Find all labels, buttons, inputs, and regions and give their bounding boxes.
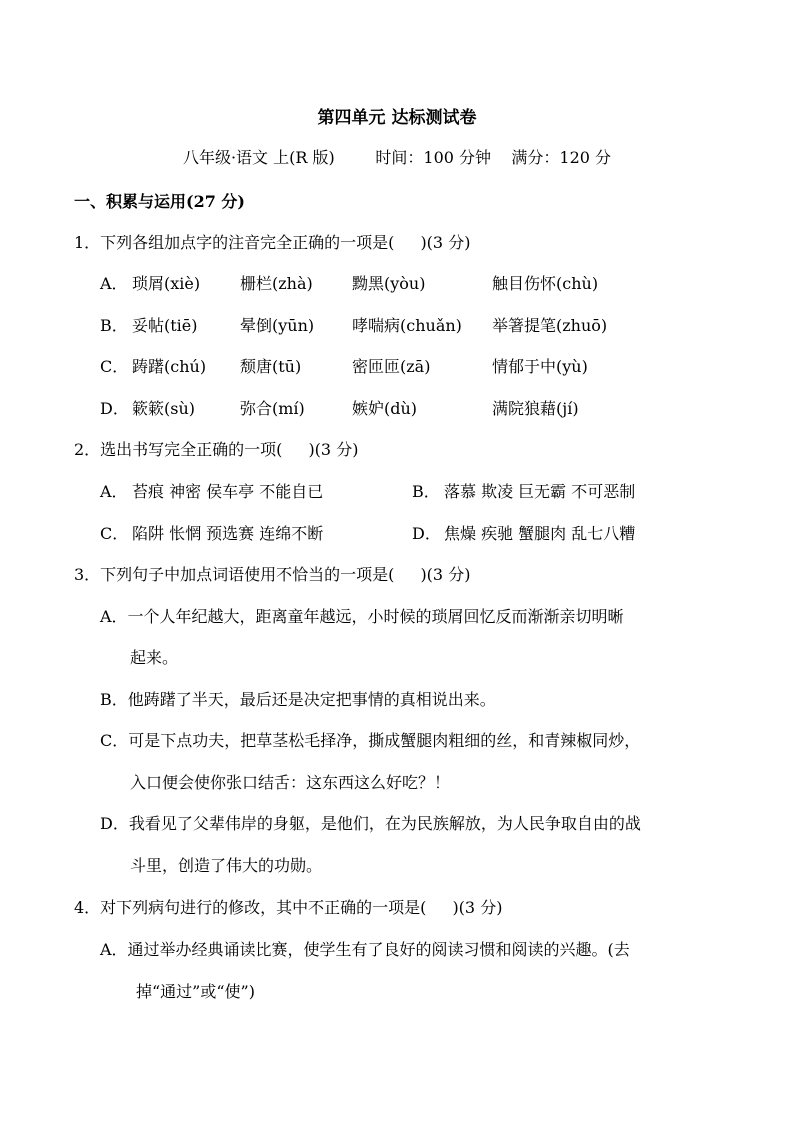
option-label: B． — [100, 316, 128, 335]
option-item: 颓唐(tū) — [240, 357, 302, 376]
question-3-option-d-line-2: 斗里，创造了伟大的功勋。 — [130, 856, 323, 875]
question-3-option-a-line-2: 起来。 — [130, 648, 179, 667]
option-text: 苔痕 神密 侯车亭 不能自已 — [132, 482, 324, 501]
option-item: 簌簌(sù) — [132, 399, 196, 418]
option-item: 密匝匝(zā) — [352, 357, 431, 376]
question-4-option-a-line-1: A．通过举办经典诵读比赛，使学生有了良好的阅读习惯和阅读的兴趣。(去 — [100, 940, 630, 959]
section-heading: 一、积累与运用(27 分) — [74, 192, 245, 211]
question-3-stem — [74, 565, 470, 585]
option-item: 哮喘病(chuǎn) — [352, 316, 462, 335]
option-item: 满院狼藉(jí) — [492, 399, 579, 418]
question-4-stem-text: 4．对下列病句进行的修改，其中不正确的一项是( — [74, 898, 427, 917]
option-item: 弥合(mí) — [240, 399, 305, 418]
option-item: 妥帖(tiē) — [132, 316, 198, 335]
question-1-option-d — [100, 399, 740, 419]
question-3-option-b: B．他踌躇了半天，最后还是决定把事情的真相说出来。 — [100, 690, 496, 709]
option-text: 落慕 欺凌 巨无霸 不可恶制 — [444, 482, 636, 501]
option-label: C． — [100, 524, 129, 543]
option-label: D． — [412, 524, 441, 543]
option-label: A． — [100, 274, 128, 293]
option-text: 陷阱 怅惘 预选赛 连绵不断 — [132, 524, 324, 543]
question-1-score: )(3 分) — [420, 233, 471, 252]
question-2-row-ab — [100, 482, 740, 502]
exam-title: 第四单元 达标测试卷 — [317, 108, 477, 128]
option-item: 举箸提笔(zhuō) — [492, 316, 608, 335]
option-item: 晕倒(yūn) — [240, 316, 315, 335]
option-text: 焦燥 疾驰 蟹腿肉 乱七八糟 — [444, 524, 636, 543]
question-2-score: )(3 分) — [308, 440, 359, 459]
question-1-option-a — [100, 274, 740, 294]
question-1-option-b — [100, 316, 740, 336]
option-item: 琐屑(xiè) — [132, 274, 201, 293]
question-3-stem-text: 3．下列句子中加点词语使用不恰当的一项是( — [74, 565, 395, 584]
question-1-option-c — [100, 357, 740, 377]
question-4-stem — [74, 898, 502, 918]
option-label: B． — [412, 482, 440, 501]
question-4-option-a-line-2: 掉“通过”或“使”) — [136, 982, 255, 1001]
option-item: 情郁于中(yù) — [492, 357, 588, 376]
question-4-score: )(3 分) — [452, 898, 503, 917]
option-item: 踌躇(chú) — [132, 357, 207, 376]
question-3-option-c-line-2: 入口便会使你张口结舌：这东西这么好吃？！ — [130, 773, 451, 792]
option-label: A． — [100, 482, 128, 501]
question-3-option-d-line-1: D．我看见了父辈伟岸的身躯，是他们，在为民族解放，为人民争取自由的战 — [100, 814, 641, 833]
option-item: 黝黑(yòu) — [352, 274, 426, 293]
question-3-option-c-line-1: C．可是下点功夫，把草茎松毛择净，撕成蟹腿肉粗细的丝，和青辣椒同炒， — [100, 731, 641, 750]
question-1-stem-text: 1．下列各组加点字的注音完全正确的一项是( — [74, 233, 395, 252]
option-label: C． — [100, 357, 129, 376]
option-item: 栅栏(zhà) — [240, 274, 313, 293]
option-label: D． — [100, 399, 129, 418]
option-item: 触目伤怀(chù) — [492, 274, 599, 293]
option-item: 嫉妒(dù) — [352, 399, 418, 418]
question-1-stem — [74, 233, 470, 253]
question-3-option-a-line-1: A．一个人年纪越大，距离童年越远，小时候的琐屑回忆反而渐渐亲切明晰 — [100, 607, 624, 626]
exam-subtitle: 八年级·语文 上(R 版) 时间：100 分钟 满分：120 分 — [182, 148, 612, 167]
question-2-stem-text: 2．选出书写完全正确的一项( — [74, 440, 283, 459]
question-3-score: )(3 分) — [420, 565, 471, 584]
question-2-stem — [74, 440, 358, 460]
question-2-row-cd — [100, 524, 740, 544]
